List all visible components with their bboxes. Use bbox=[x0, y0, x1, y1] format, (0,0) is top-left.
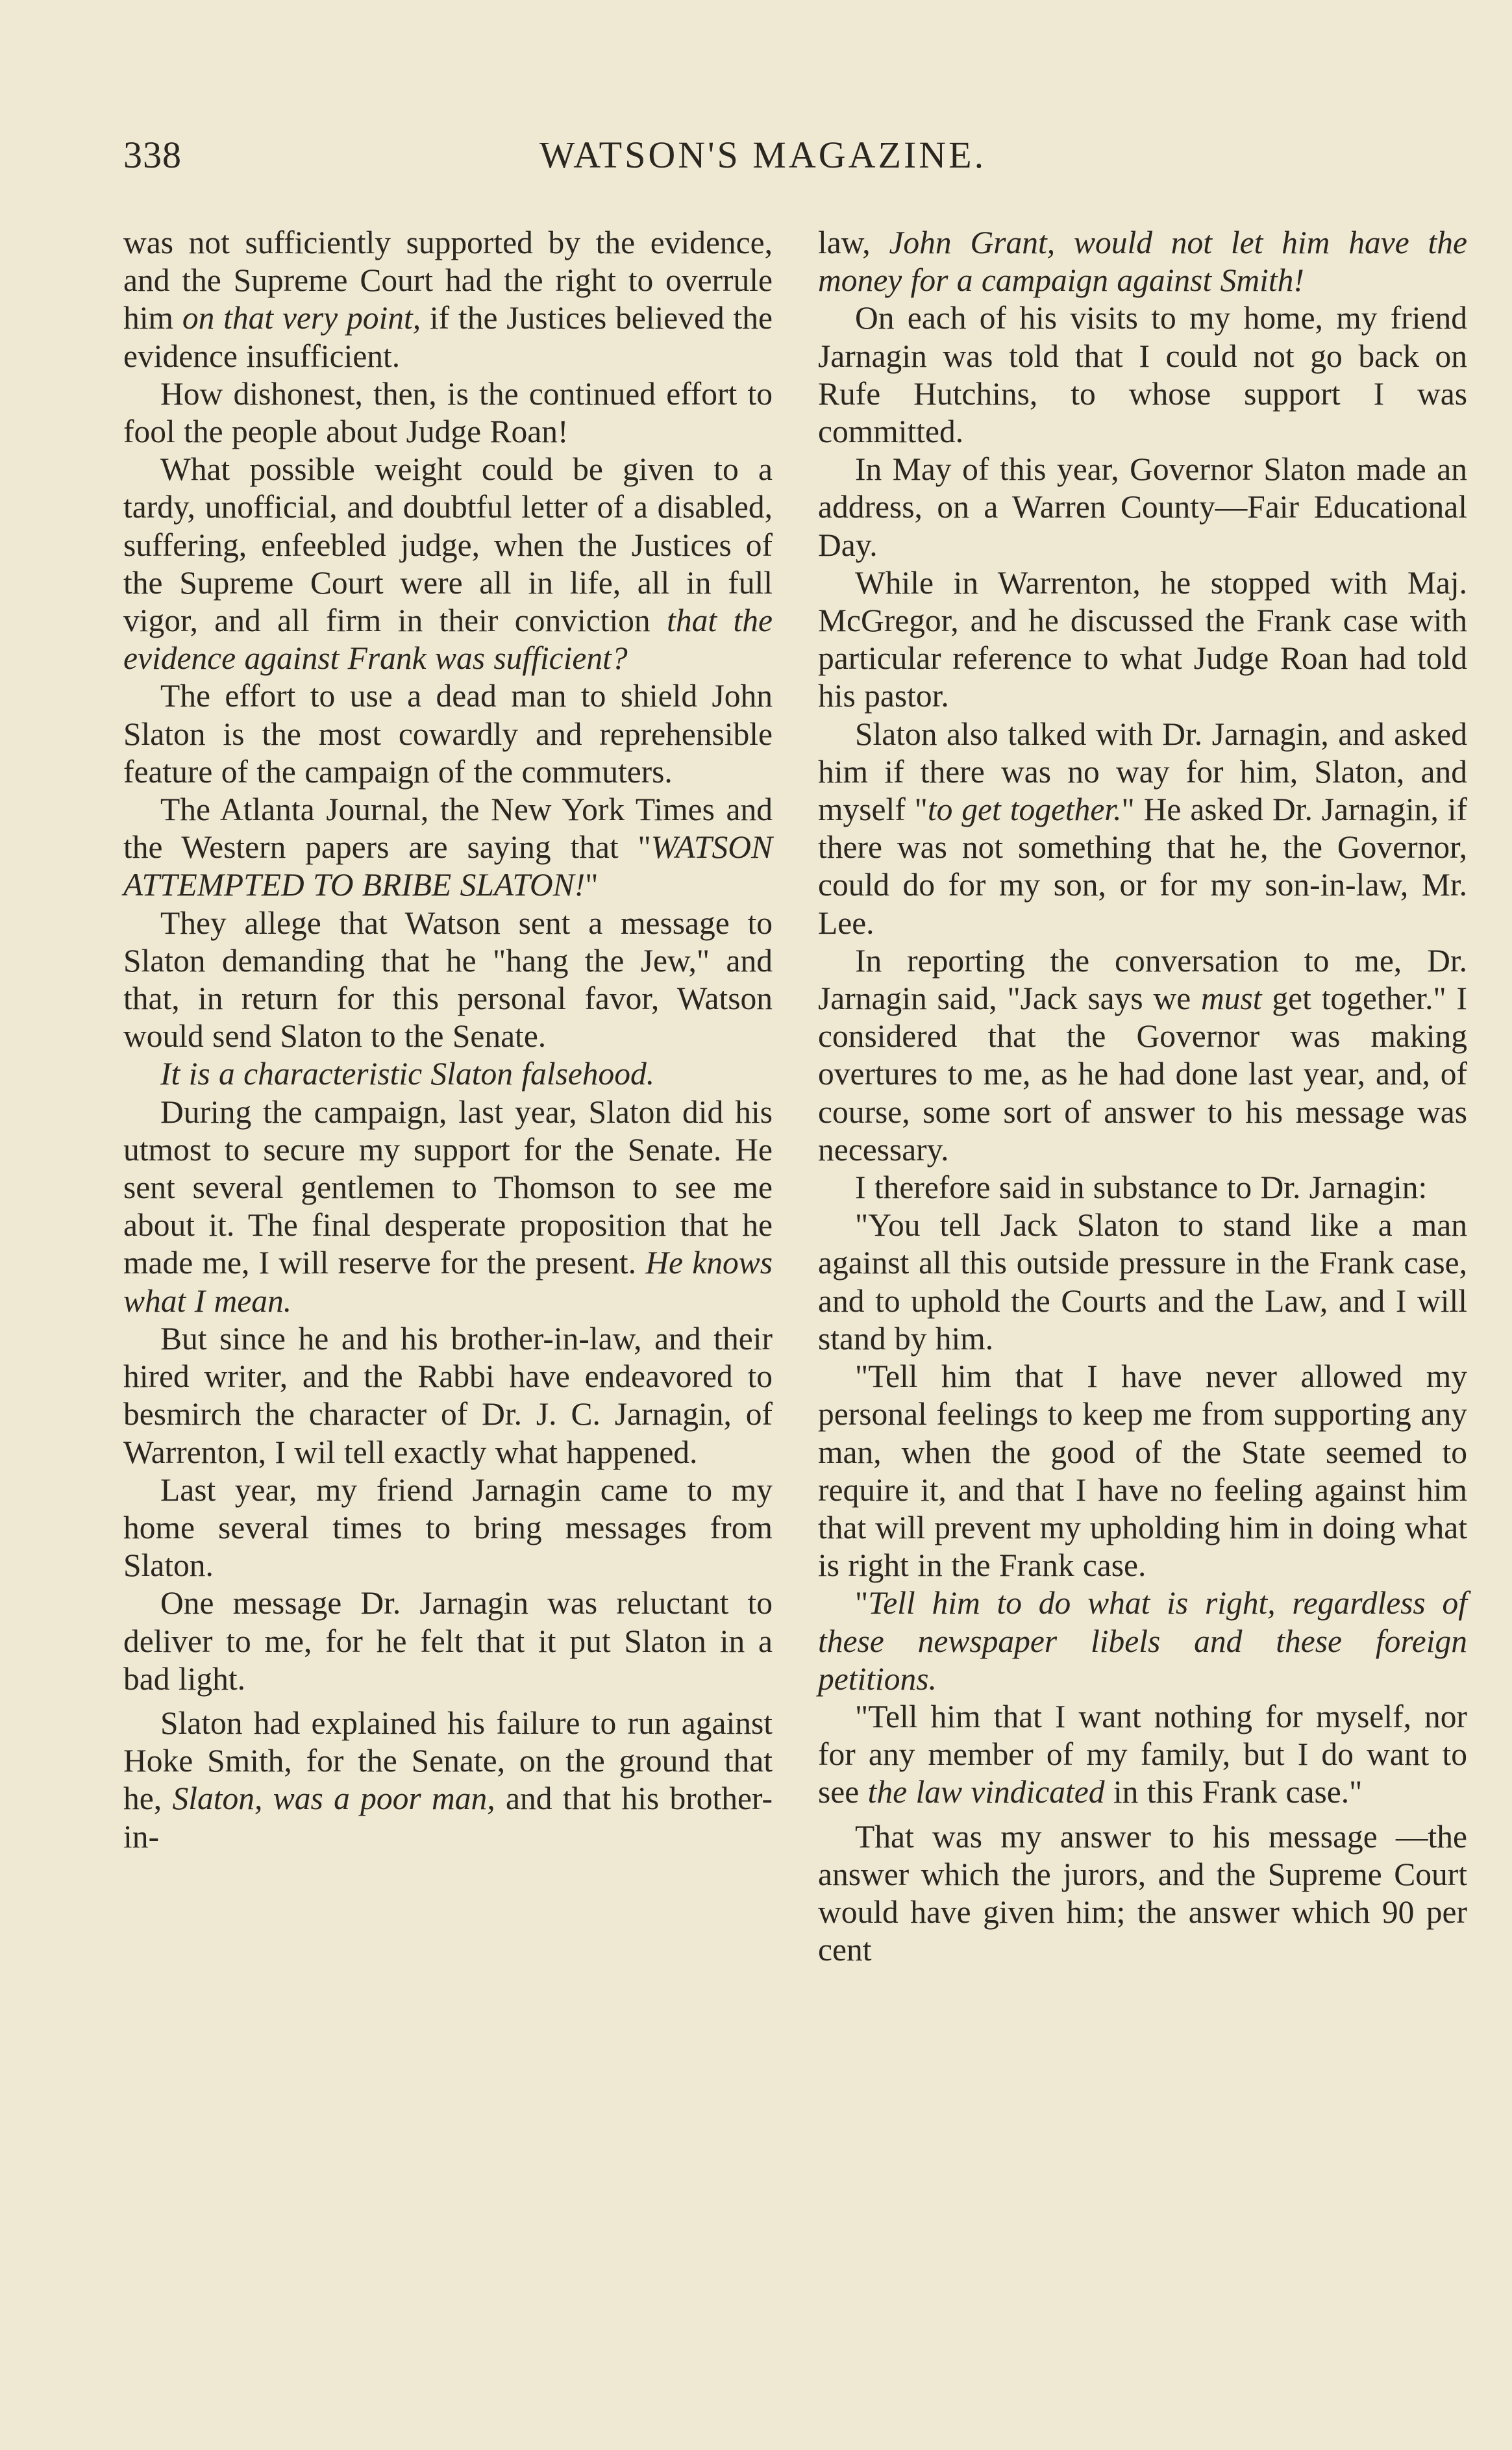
paragraph: What possible weight could be given to a tardy, unofficial, and doubtful letter of a disabled, suffering, enfeebled judge, when the Justices of the Supreme Court were all in life, all in full vigor, and all firm in their conviction that the evidence against Frank was sufficient? bbox=[123, 451, 773, 677]
page-number: 338 bbox=[123, 134, 182, 176]
paragraph: On each of his visits to my home, my friend Jarnagin was told that I could not go back on Rufe Hutchins, to whose support I was committed. bbox=[818, 300, 1467, 450]
paragraph: In reporting the conversation to me, Dr. Jarnagin said, "Jack says we must get together." I considered that the Governor was making overtures to me, as he had done last year, and, of course, some sort of answer to his message was necessary. bbox=[818, 942, 1467, 1168]
paragraph: I therefore said in substance to Dr. Jarnagin: bbox=[855, 1169, 1428, 1206]
paragraph: law, John Grant, would not let him have the money for a campaign against Smith! bbox=[818, 225, 1467, 299]
paragraph: "You tell Jack Slaton to stand like a man against all this outside pressure in the Frank case, and to uphold the Courts and the Law, and I will stand by him. bbox=[818, 1207, 1467, 1356]
paragraph: That was my answer to his message —the answer which the jurors, and the Supreme Court would have given him; the answer which 90 per cent bbox=[818, 1818, 1467, 1968]
paragraph: The effort to use a dead man to shield John Slaton is the most cowardly and reprehensible feature of the campaign of the commuters. bbox=[123, 678, 773, 790]
paragraph: "Tell him to do what is right, regardless of these newspaper libels and these foreign petitions. bbox=[818, 1585, 1467, 1697]
paragraph: Last year, my friend Jarnagin came to my home several times to bring messages from Slaton. bbox=[123, 1471, 773, 1584]
paragraph: One message Dr. Jarnagin was reluctant to deliver to me, for he felt that it put Slaton in a bad light. bbox=[123, 1585, 773, 1697]
paragraph: It is a characteristic Slaton falsehood. bbox=[160, 1056, 655, 1092]
paragraph: "Tell him that I have never allowed my personal feelings to keep me from supporting any man, when the good of the State seemed to require it, and that I have no feeling against him that will prevent my upholding him in doing what is right in the Frank case. bbox=[818, 1358, 1467, 1584]
paragraph: How dishonest, then, is the continued effort to fool the people about Judge Roan! bbox=[123, 375, 773, 450]
paragraph: "Tell him that I want nothing for myself, nor for any member of my family, but I do want to see the law vindicated in this Frank case." bbox=[818, 1698, 1467, 1810]
page-header bbox=[123, 133, 1402, 185]
paragraph: Slaton had explained his failure to run against Hoke Smith, for the Senate, on the ground that he, Slaton, was a poor man, and that his brother-in- bbox=[123, 1705, 773, 1855]
paragraph: The Atlanta Journal, the New York Times and the Western papers are saying that "WATSON ATTEMPTED TO BRIBE SLATON!" bbox=[123, 792, 773, 903]
running-title: WATSON'S MAGAZINE. bbox=[539, 134, 987, 176]
paragraph: Slaton also talked with Dr. Jarnagin, and asked him if there was no way for him, Slaton, and myself "to get together." He asked Dr. Jarnagin, if there was not something that he, the Governor, could do for my son, or for my son-in-law, Mr. Lee. bbox=[818, 716, 1467, 941]
left-column bbox=[123, 224, 773, 1856]
paragraph: During the campaign, last year, Slaton did his utmost to secure my support for the Senate. He sent several gentlemen to Thomson to see me about it. The final desperate proposition that he made me, I will reserve for the present. He knows what I mean. bbox=[123, 1094, 773, 1319]
paragraph: In May of this year, Governor Slaton made an address, on a Warren County—Fair Educational Day. bbox=[818, 451, 1467, 563]
right-column bbox=[818, 224, 1467, 1969]
paragraph: They allege that Watson sent a message to Slaton demanding that he "hang the Jew," and that, in return for this personal favor, Watson would send Slaton to the Senate. bbox=[123, 905, 773, 1055]
paragraph: was not sufficiently supported by the evidence, and the Supreme Court had the right to overrule him on that very point, if the Justices believed the evidence insufficient. bbox=[123, 225, 773, 374]
paragraph: But since he and his brother-in-law, and their hired writer, and the Rabbi have endeavored to besmirch the character of Dr. J. C. Jarnagin, of Warrenton, I wil tell exactly what happened. bbox=[123, 1320, 773, 1470]
paragraph: While in Warrenton, he stopped with Maj. McGregor, and he discussed the Frank case with particular reference to what Judge Roan had told his pastor. bbox=[818, 564, 1467, 714]
